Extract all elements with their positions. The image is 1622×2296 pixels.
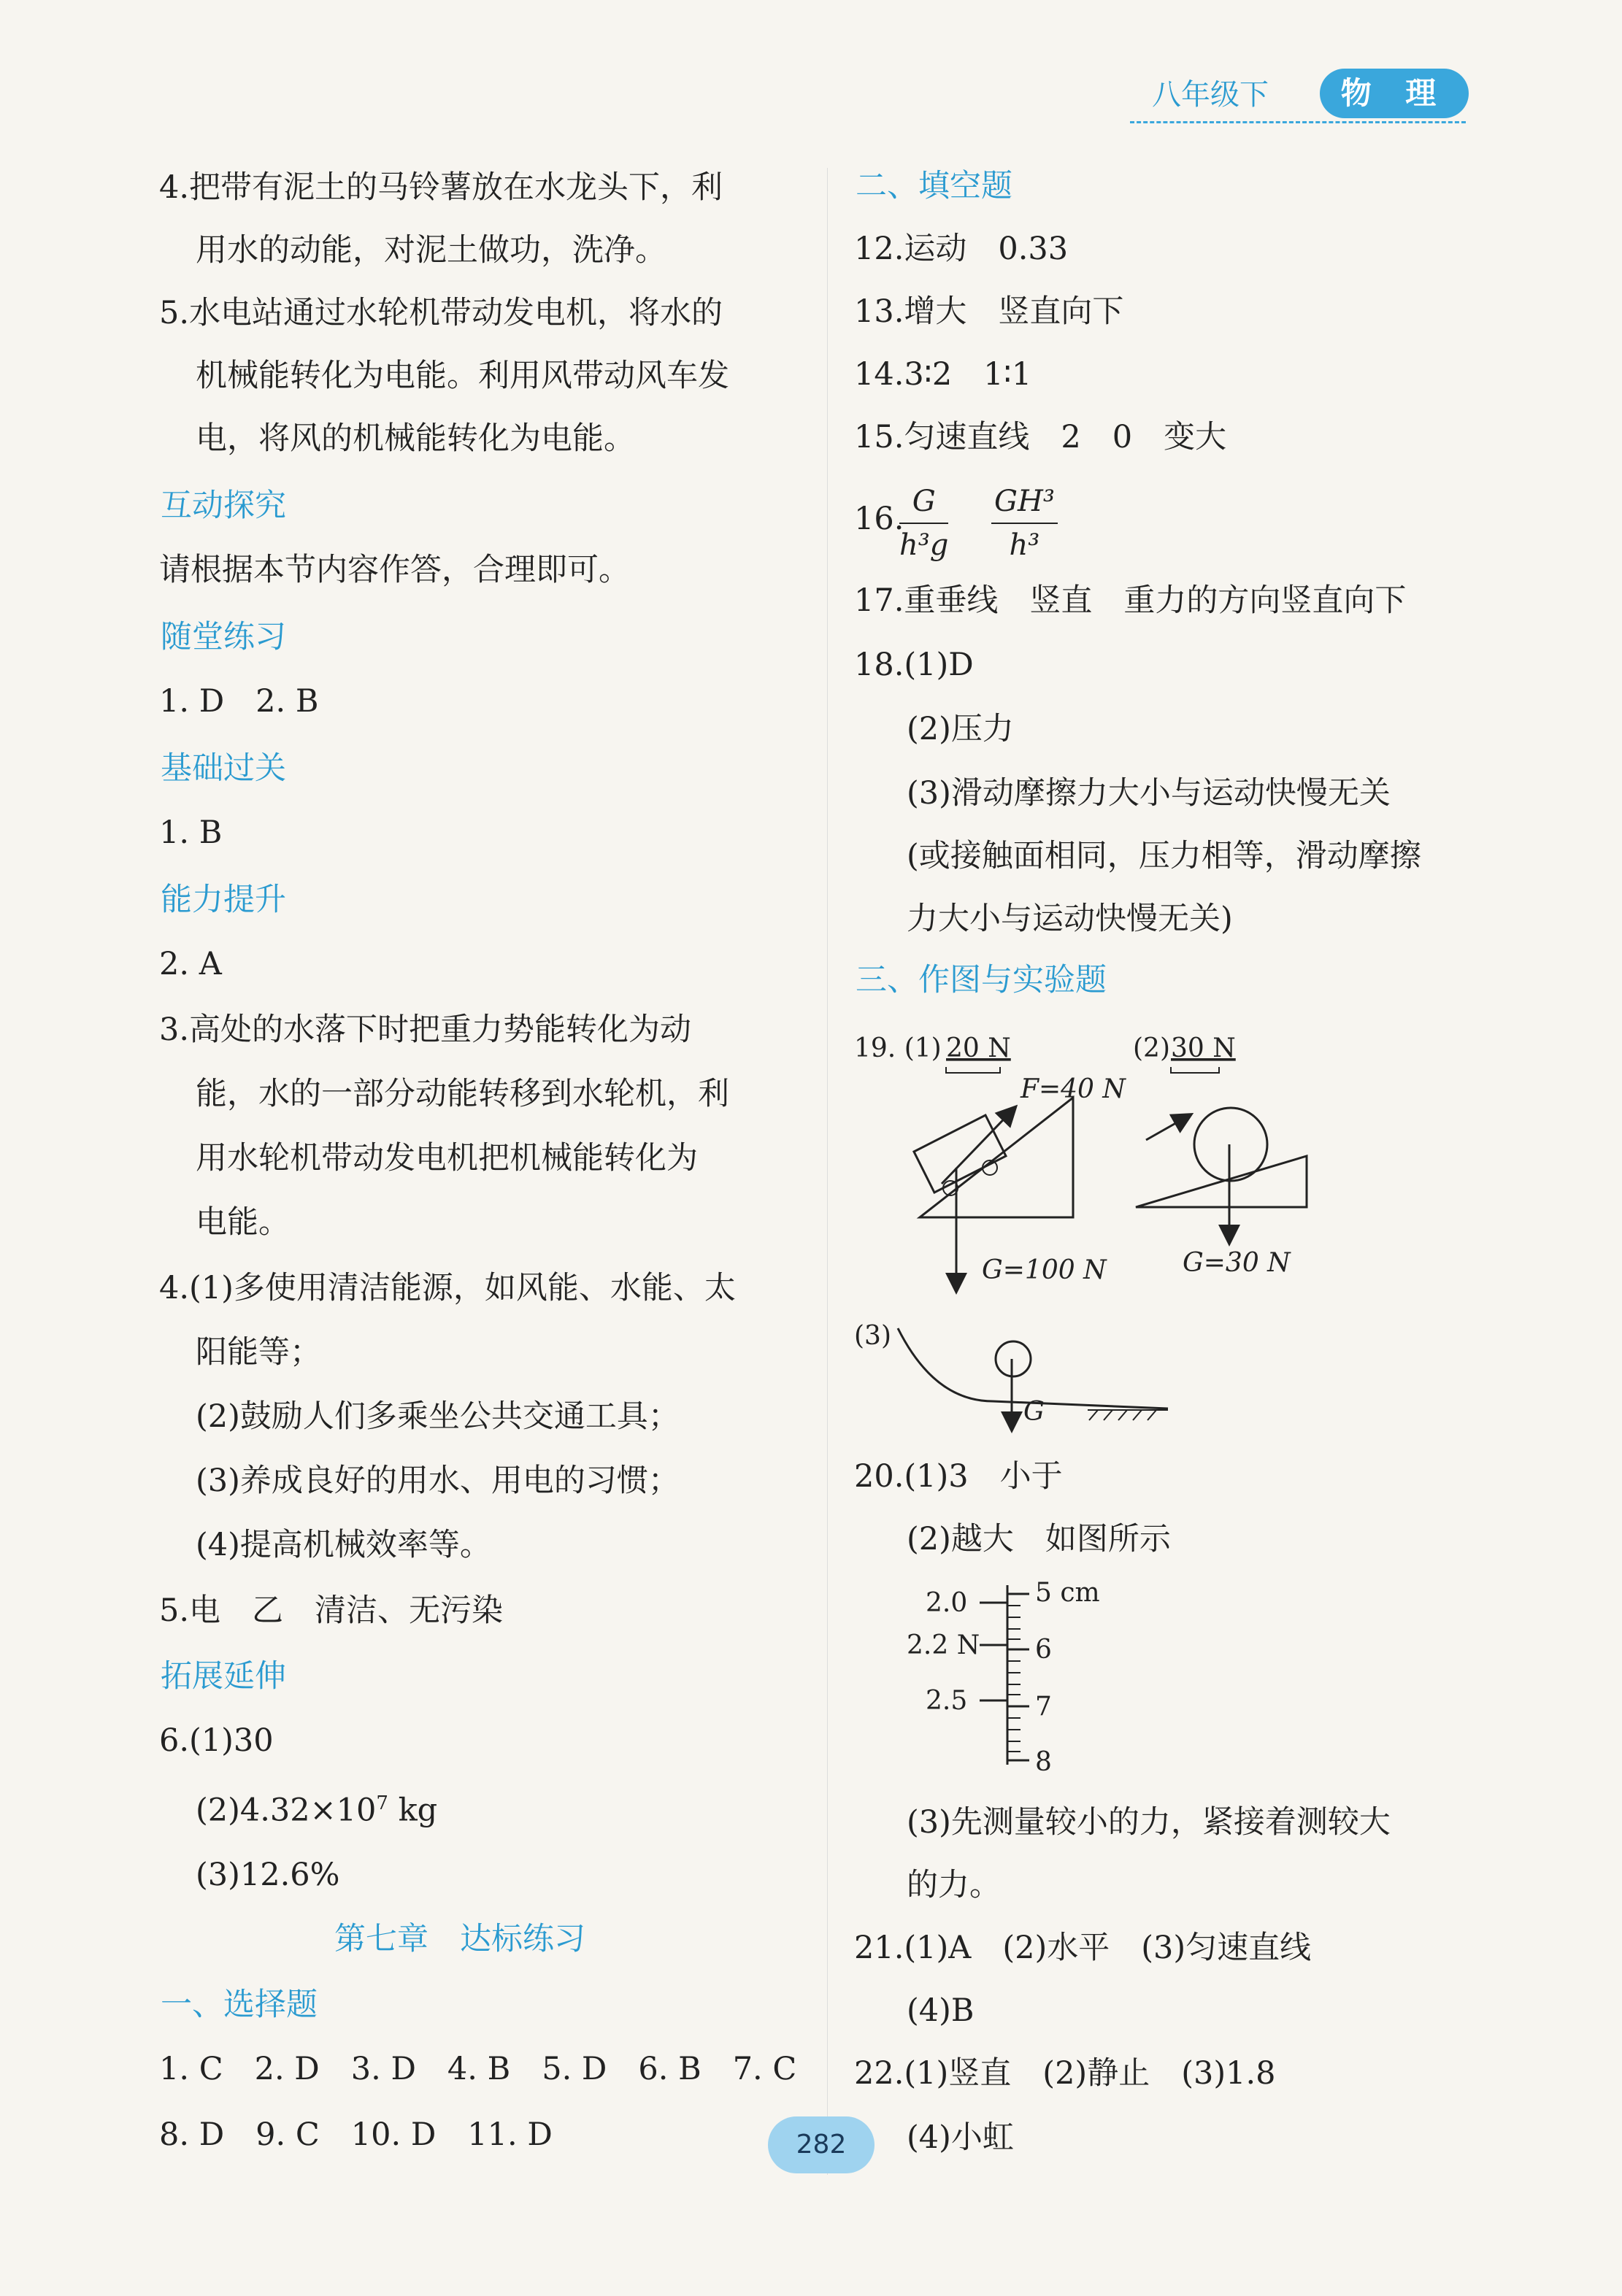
text-line: 22.(1)竖直 (2)静止 (3)1.8 xyxy=(854,2055,1276,2092)
text-line: 能，水的一部分动能转移到水轮机，利 xyxy=(196,1076,729,1112)
section-heading: 互动探究 xyxy=(161,488,286,524)
text-line: 1. C 2. D 3. D 4. B 5. D 6. B 7. C xyxy=(159,2051,797,2087)
force-label: F=40 N xyxy=(1021,1074,1126,1104)
text-line: 机械能转化为电能。利用风带动风车发 xyxy=(196,358,729,394)
text-line: 2. A xyxy=(159,946,222,982)
scale-tick-label: 6 xyxy=(1035,1635,1052,1665)
text-line: 5.水电站通过水轮机带动发电机，将水的 xyxy=(159,295,723,331)
text-line: (2)压力 xyxy=(907,711,1014,747)
force-label: G=30 N xyxy=(1183,1248,1291,1278)
spring-scale-figure xyxy=(898,1569,1204,1788)
text-line: 阳能等； xyxy=(196,1334,321,1371)
text-line: 力大小与运动快慢无关) xyxy=(907,901,1233,937)
header-grade: 八年级下 xyxy=(1152,78,1269,112)
text-line: (或接触面相同，压力相等，滑动摩擦 xyxy=(907,838,1421,874)
text-line: 16. xyxy=(854,501,904,537)
chapter-title: 第七章 达标练习 xyxy=(334,1921,585,1957)
text-line: 12.运动 0.33 xyxy=(854,231,1069,267)
text-line: 1. B xyxy=(159,814,223,851)
text-line: (2)越大 如图所示 xyxy=(907,1521,1171,1557)
ball xyxy=(996,1341,1031,1376)
block xyxy=(914,1115,1006,1193)
incline xyxy=(920,1098,1073,1217)
text-line: (2)鼓励人们多乘坐公共交通工具； xyxy=(196,1398,680,1435)
text-line: 用水的动能，对泥土做功，洗净。 xyxy=(196,232,666,269)
text-line: 21.(1)A (2)水平 (3)匀速直线 xyxy=(854,1930,1312,1966)
text-line: 4.(1)多使用清洁能源，如风能、水能、太 xyxy=(159,1270,736,1306)
text-line: 20.(1)3 小于 xyxy=(854,1458,1063,1495)
question-label: (2) xyxy=(1133,1033,1170,1063)
section-heading: 二、填空题 xyxy=(856,168,1012,204)
text-line: 5.电 乙 清洁、无污染 xyxy=(159,1592,504,1629)
text-line: 14.3∶2 1∶1 xyxy=(854,356,1032,393)
text-line: 3.高处的水落下时把重力势能转化为动 xyxy=(159,1012,692,1048)
text-line: (4)小虹 xyxy=(907,2119,1014,2156)
text-line: 电，将风的机械能转化为电能。 xyxy=(196,420,635,457)
scale-reading: 2.5 xyxy=(926,1686,968,1716)
scale-tick-label: 8 xyxy=(1035,1747,1052,1777)
column-divider xyxy=(827,168,828,2175)
text-line: 13.增大 竖直向下 xyxy=(854,293,1124,330)
force-label: G xyxy=(1023,1397,1045,1427)
force-label: 30 N xyxy=(1171,1033,1236,1063)
text-line: (3)先测量较小的力，紧接着测较大 xyxy=(907,1804,1391,1841)
text-line: 1. D 2. B xyxy=(159,683,319,720)
scale-reading: 2.0 xyxy=(926,1588,968,1618)
section-heading: 随堂练习 xyxy=(161,619,286,655)
question-label: (3) xyxy=(854,1321,891,1351)
fraction: $\frac{G}{\text{h³g}}$ xyxy=(899,485,949,562)
figure-19-part2 xyxy=(1124,1022,1343,1299)
text-line: 15.匀速直线 2 0 变大 xyxy=(854,419,1227,455)
text-line: (3)养成良好的用水、用电的习惯； xyxy=(196,1463,680,1499)
text-line: $(2)4.32\times 10^7$ kg xyxy=(196,1792,438,1829)
question-label: 19. (1) xyxy=(854,1033,942,1063)
scale-tick-label: 7 xyxy=(1035,1692,1052,1722)
header-subject-badge: 物 理 xyxy=(1320,69,1469,118)
text-line: 请根据本节内容作答，合理即可。 xyxy=(159,552,630,588)
text-line: 电能。 xyxy=(196,1204,290,1241)
force-label: G=100 N xyxy=(982,1255,1107,1285)
section-heading: 一、选择题 xyxy=(161,1987,318,2023)
scale-reading: 2.2 N xyxy=(907,1630,980,1660)
force-label: 20 N xyxy=(946,1033,1011,1063)
text-line: 6.(1)30 xyxy=(159,1722,274,1759)
text-line: 4.把带有泥土的马铃薯放在水龙头下，利 xyxy=(159,169,723,206)
header-divider xyxy=(1130,121,1466,123)
section-heading: 拓展延伸 xyxy=(161,1658,286,1695)
incline xyxy=(1136,1156,1307,1207)
text-line: 18.(1)D xyxy=(854,647,974,683)
text-line: 8. D 9. C 10. D 11. D xyxy=(159,2116,553,2153)
page-number: 282 xyxy=(768,2116,875,2173)
section-heading: 基础过关 xyxy=(161,750,286,787)
text-line: (3)滑动摩擦力大小与运动快慢无关 xyxy=(907,775,1391,812)
text-line: 的力。 xyxy=(907,1867,1001,1903)
ball xyxy=(1194,1108,1267,1181)
text-line: (4)B xyxy=(907,1992,975,2029)
text-line: 用水轮机带动发电机把机械能转化为 xyxy=(196,1140,698,1176)
fraction: $\frac{\text{GH³}}{\text{h³}}$ xyxy=(991,485,1058,562)
section-heading: 能力提升 xyxy=(161,882,286,918)
text-line: (4)提高机械效率等。 xyxy=(196,1527,491,1563)
scale-tick-label: 5 cm xyxy=(1035,1578,1100,1608)
text-line: 17.重垂线 竖直 重力的方向竖直向下 xyxy=(854,582,1407,619)
text-line: (3)12.6% xyxy=(196,1857,340,1893)
section-heading: 三、作图与实验题 xyxy=(856,962,1107,998)
